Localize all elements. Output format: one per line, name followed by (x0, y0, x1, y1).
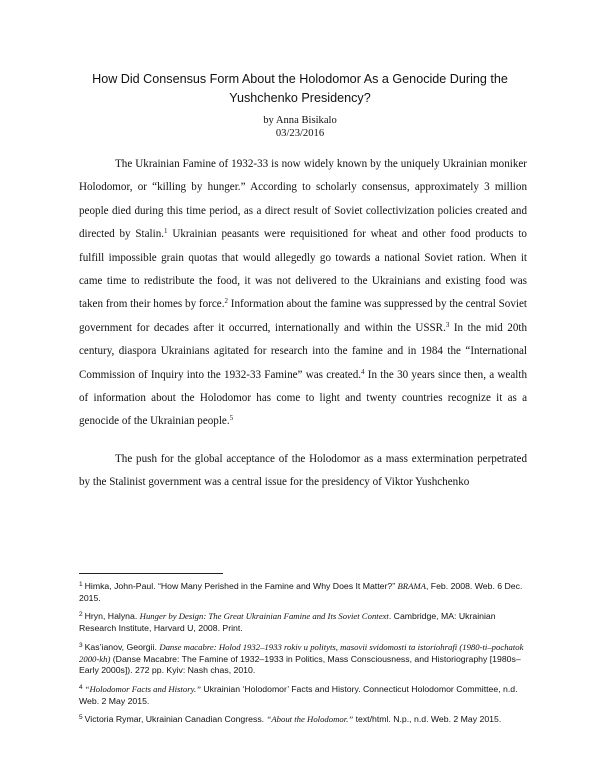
footnote-ref-5[interactable]: 5 (229, 414, 234, 423)
p1-sentence-5: In the 30 years since then, a wealth of information about the Holodomor has come to light and twenty countries recognize it as a genocide of the Ukrainian people. (79, 368, 527, 428)
footnote-text: Kas’ianov, Georgii. (84, 641, 160, 652)
footnote-3 (79, 640, 529, 678)
footnote-number: 5 (79, 714, 83, 722)
footnote-separator (79, 573, 223, 574)
footnotes (79, 579, 529, 731)
p1-sentence-2: Ukrainian peasants were requisitioned for wheat and other food products to fulfill impossible grain quotas that would allegedly go towards a national Soviet ration. When it came time to redistribute the food, it was not delivered to the Ukrainians and existing food was taken from their homes by force. (79, 228, 527, 311)
author-line: by Anna Bisikalo (263, 115, 337, 126)
footnote-title: BRAMA (397, 581, 426, 591)
paper-title: How Did Consensus Form About the Holodomor As a Genocide During the Yushchenko Presidency? (92, 72, 508, 105)
footnote-2 (79, 609, 529, 635)
footnote-text: text/html. N.p., n.d. Web. 2 May 2015. (353, 714, 502, 725)
footnote-1 (79, 579, 529, 605)
footnote-title: Hunger by Design: The Great Ukrainian Famine and Its Soviet Context (139, 611, 389, 622)
p1-sentence-3: Information about the famine was suppressed by the central Soviet government for decades after it occurred, internationally and within the USSR. (79, 298, 527, 334)
footnote-text: (Danse Macabre: The Famine of 1932–1933 in Politics, Mass Consciousness, and Historiography [1980s–Early 2000s]). 272 pp. Kyiv: Nash chas, 2010. (79, 653, 521, 676)
paragraph-2: The push for the global acceptance of the Holodomor as a mass extermination perpetrated by the Stalinist government was a central issue for the presidency of Viktor Yushchenko (79, 452, 527, 489)
footnote-number: 4 (79, 683, 83, 691)
footnote-text: . Cambridge, MA: Ukrainian Research Institute, Harvard U, 2008. Print. (79, 611, 496, 634)
p1-sentence-1: The Ukrainian Famine of 1932-33 is now widely known by the uniquely Ukrainian moniker Holodomor, or “killing by hunger.” According to scholarly consensus, approximately 3 million people died during this time period, as a direct result of Soviet collectivization policies created and directed by Stalin. (79, 158, 527, 241)
footnote-title: “Holodomor Facts and History.” (84, 683, 201, 694)
footnote-title: Danse macabre: Holod 1932–1933 rokiv u polityts, masovii svidomosti ta istoriohrafi (1980-ti–pochatok 2000-kh) (79, 641, 524, 664)
paragraph-1 (79, 153, 527, 434)
footnote-number: 2 (79, 611, 83, 619)
date-line: 03/23/2016 (275, 128, 325, 139)
footnote-text: Himka, John-Paul. “How Many Perished in the Famine and Why Does It Matter?” (84, 581, 398, 591)
footnote-number: 3 (79, 641, 83, 649)
body-text (79, 153, 527, 495)
footnote-ref-2[interactable]: 2 (224, 297, 228, 306)
footnote-5 (79, 712, 529, 726)
footnote-ref-1[interactable]: 1 (164, 227, 168, 236)
footnote-title: “About the Holodomor.” (266, 714, 354, 725)
footnote-text: Ukrainian ‘Holodomor’ Facts and History. Connecticut Holodomor Committee, n.d. Web. 2 May 2015. (79, 683, 518, 706)
footnote-4 (79, 682, 529, 708)
footnote-text: Hryn, Halyna. (84, 611, 140, 622)
footnote-ref-3[interactable]: 3 (445, 320, 450, 329)
footnote-text: , Feb. 2008. Web. 6 Dec. 2015. (79, 581, 523, 603)
footnote-ref-4[interactable]: 4 (361, 367, 365, 376)
footnote-text: Victoria Rymar, Ukrainian Canadian Congress. (84, 714, 267, 725)
p1-sentence-4: In the mid 20th century, diaspora Ukrainians agitated for research into the famine and in 1984 the “International Commission of Inquiry into the 1932-33 Famine” was created. (79, 321, 528, 381)
footnote-number: 1 (79, 581, 83, 588)
